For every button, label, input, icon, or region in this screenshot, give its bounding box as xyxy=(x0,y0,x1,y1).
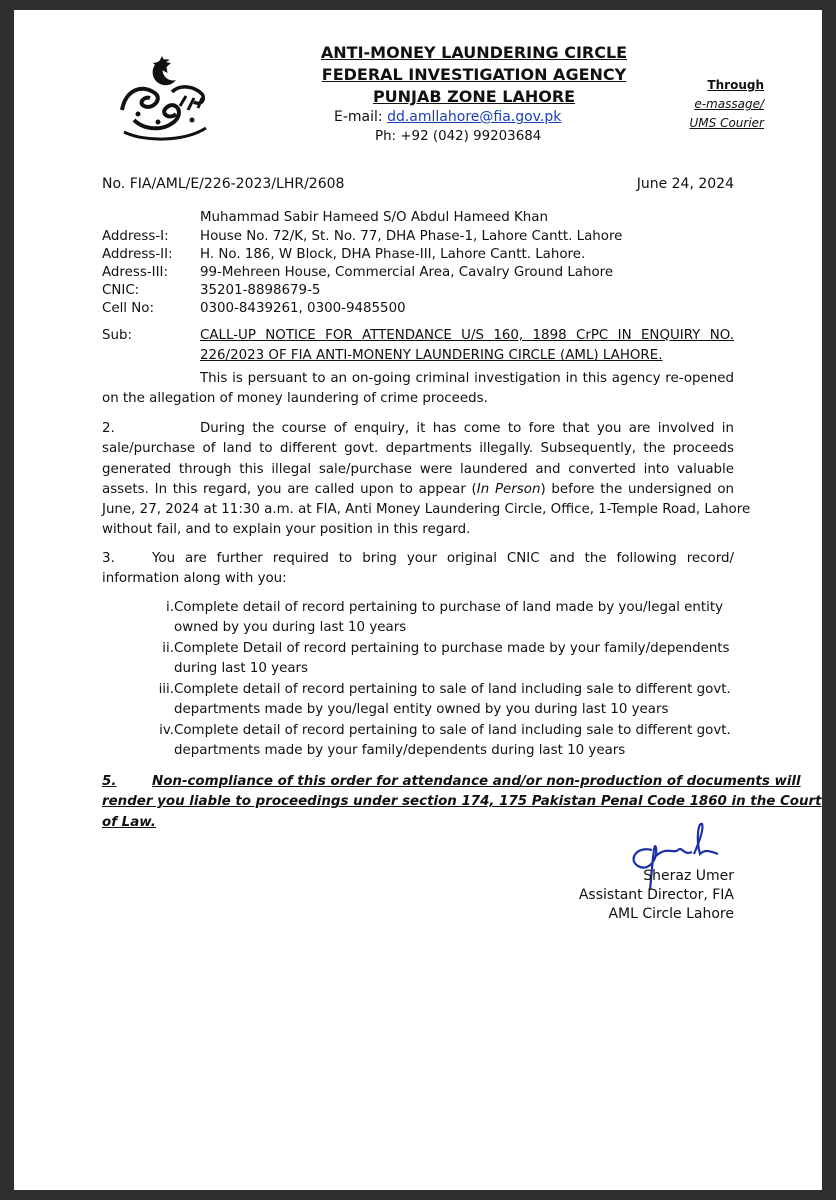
list-item-line: during last 10 years xyxy=(174,661,309,676)
signature-block xyxy=(579,867,734,924)
paragraph-line: on the allegation of money laundering of crime proceeds. xyxy=(102,391,488,407)
in-person-emphasis: In Person xyxy=(476,481,541,497)
list-item-number: iii. xyxy=(158,682,174,697)
address-label: Address-II: xyxy=(102,247,173,262)
paragraph-text: ) before the undersigned on xyxy=(540,481,735,497)
paragraph-text: assets. In this regard, you are called upon to appear ( xyxy=(102,481,477,497)
subject-line: 226/2023 OF FIA ANTI-MONENY LAUNDERING CIRCLE (AML) LAHORE. xyxy=(200,348,663,364)
list-item xyxy=(14,598,822,640)
list-item-line: owned by you during last 10 years xyxy=(174,620,407,635)
paragraph-number: 2. xyxy=(102,421,115,436)
paragraph-line: sale/purchase of land to different govt. departments illegally. Subsequently, the proceeds xyxy=(102,441,734,457)
signatory-name: Sheraz Umer xyxy=(643,868,734,884)
address-value: 99-Mehreen House, Commercial Area, Cavalry Ground Lahore xyxy=(200,265,614,280)
fia-emblem-logo xyxy=(114,48,214,148)
list-item-line: departments made by you/legal entity owned by you during last 10 years xyxy=(174,702,669,717)
list-item xyxy=(14,680,822,722)
paragraph-line: of Law. xyxy=(102,814,156,830)
document-page xyxy=(14,10,822,1190)
paragraph-number: 3. xyxy=(102,551,115,566)
header-zone-name: PUNJAB ZONE LAHORE xyxy=(372,87,576,106)
reference-number: No. FIA/AML/E/226-2023/LHR/2608 xyxy=(102,176,345,192)
header-circle-name: ANTI-MONEY LAUNDERING CIRCLE xyxy=(320,43,628,62)
address-label: Address-I: xyxy=(102,229,169,244)
signatory-office: AML Circle Lahore xyxy=(608,906,734,922)
through-title: Through xyxy=(707,78,764,92)
paragraph-line: Non-compliance of this order for attendance and/or non-production of documents will xyxy=(152,774,801,789)
header-agency-name: FEDERAL INVESTIGATION AGENCY xyxy=(321,65,627,84)
paragraph-2 xyxy=(102,419,751,541)
list-item-line: Complete detail of record pertaining to sale of land including sale to different govt. xyxy=(174,682,731,697)
cell-label: Cell No: xyxy=(102,301,155,316)
subject-text xyxy=(200,326,734,367)
delivery-method xyxy=(690,76,764,133)
list-item xyxy=(14,639,822,681)
address-value: H. No. 186, W Block, DHA Phase-III, Lahore Cantt. Lahore. xyxy=(200,247,586,262)
through-line2: UMS Courier xyxy=(689,116,764,130)
list-item-line: departments made by your family/dependents during last 10 years xyxy=(174,743,626,758)
list-item-number: iv. xyxy=(159,723,174,738)
addressee-name: Muhammad Sabir Hameed S/O Abdul Hameed Khan xyxy=(200,210,548,225)
paragraph-line xyxy=(102,480,734,500)
through-line1: e-massage/ xyxy=(694,97,764,111)
paragraph-line: generated through this illegal sale/purchase were laundered and converted into valuable xyxy=(102,461,734,477)
list-item-number: i. xyxy=(166,600,174,615)
list-item-line: Complete detail of record pertaining to sale of land including sale to different govt. xyxy=(174,723,731,738)
email-link[interactable]: dd.amllahore@fia.gov.pk xyxy=(387,109,562,125)
letter-date: June 24, 2024 xyxy=(636,176,734,192)
cnic-value: 35201-8898679-5 xyxy=(200,283,321,298)
paragraph-line: information along with you: xyxy=(102,571,287,587)
signatory-title: Assistant Director, FIA xyxy=(578,887,734,903)
address-label: Adress-III: xyxy=(102,265,169,280)
paragraph-line: render you liable to proceedings under section 174, 175 Pakistan Penal Code 1860 in the Court xyxy=(102,794,822,810)
header-phone: Ph: +92 (042) 99203684 xyxy=(375,129,542,144)
email-label: E-mail: xyxy=(334,109,383,125)
list-item xyxy=(14,721,822,763)
paragraph-line: without fail, and to explain your position in this regard. xyxy=(102,522,471,538)
cell-value: 0300-8439261, 0300-9485500 xyxy=(200,301,406,316)
list-item-line: Complete Detail of record pertaining to purchase made by your family/dependents xyxy=(174,641,730,656)
paragraph-1 xyxy=(102,369,734,410)
paragraph-line: This is persuant to an on-going criminal investigation in this agency re-opened xyxy=(200,371,734,386)
paragraph-line: You are further required to bring your original CNIC and the following record/ xyxy=(152,551,734,566)
address-value: House No. 72/K, St. No. 77, DHA Phase-1, Lahore Cantt. Lahore xyxy=(200,229,623,244)
paragraph-number: 5. xyxy=(102,774,117,789)
cnic-label: CNIC: xyxy=(102,283,140,298)
subject-line: CALL-UP NOTICE FOR ATTENDANCE U/S 160, 1898 CrPC IN ENQUIRY NO. xyxy=(200,328,734,343)
paragraph-3 xyxy=(102,549,734,590)
header-email xyxy=(334,109,561,125)
subject-label: Sub: xyxy=(102,328,132,343)
list-item-line: Complete detail of record pertaining to purchase of land made by you/legal entity xyxy=(174,600,724,615)
paragraph-line: June, 27, 2024 at 11:30 a.m. at FIA, Anti Money Laundering Circle, Office, 1-Temple Road, Lahore xyxy=(102,502,751,518)
paragraph-line: During the course of enquiry, it has come to fore that you are involved in xyxy=(200,421,734,436)
list-item-number: ii. xyxy=(162,641,174,656)
